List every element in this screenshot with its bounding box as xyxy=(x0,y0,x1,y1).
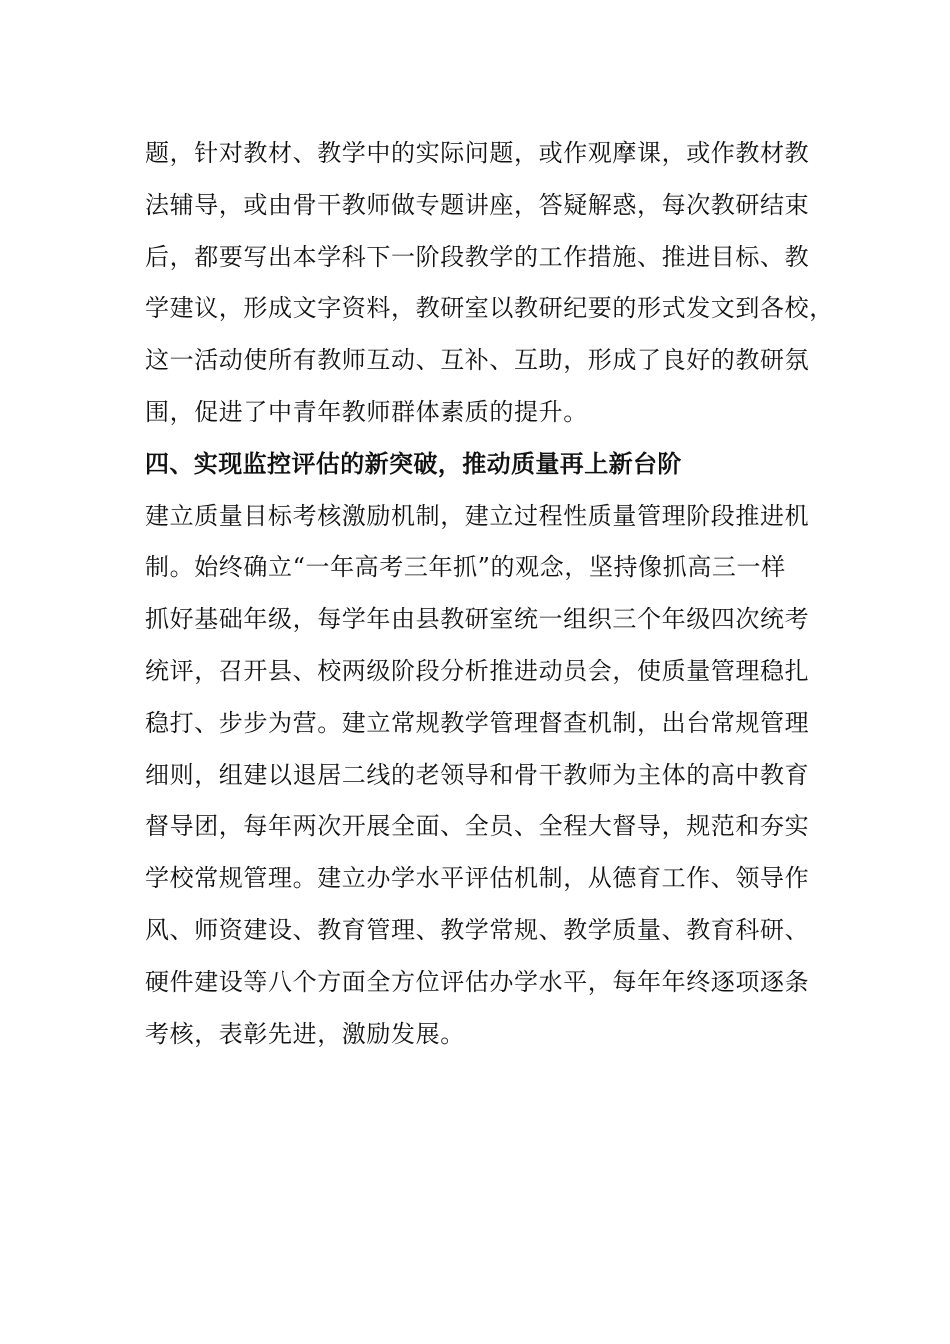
paragraph-line: 制。始终确立“一年高考三年抓”的观念，坚持像抓高三一样 xyxy=(145,553,786,582)
paragraph-line: 抓好基础年级，每学年由县教研室统一组织三个年级四次统考 xyxy=(145,605,810,634)
paragraph-line: 学校常规管理。建立办学水平评估机制，从德育工作、领导作 xyxy=(145,864,810,893)
paragraph-line: 风、师资建设、教育管理、教学常规、教学质量、教育科研、 xyxy=(145,915,810,944)
paragraph-line: 稳打、步步为营。建立常规教学管理督查机制，出台常规管理 xyxy=(145,708,810,737)
paragraph-line: 围，促进了中青年教师群体素质的提升。 xyxy=(145,397,588,426)
document-body xyxy=(145,128,834,1060)
paragraph-line: 法辅导，或由骨干教师做专题讲座，答疑解惑，每次教研结束 xyxy=(145,190,810,219)
paragraph-line: 题，针对教材、教学中的实际问题，或作观摩课，或作教材教 xyxy=(145,139,810,167)
paragraph-line: 学建议，形成文字资料，教研室以教研纪要的形式发文到各校， xyxy=(145,294,834,323)
paragraph-line: 建立质量目标考核激励机制，建立过程性质量管理阶段推进机 xyxy=(145,501,810,530)
paragraph-line: 考核，表彰先进，激励发展。 xyxy=(145,1019,465,1048)
paragraph-line: 督导团，每年两次开展全面、全员、全程大督导，规范和夯实 xyxy=(145,812,810,841)
paragraph-line: 统评，召开县、校两级阶段分析推进动员会，使质量管理稳扎 xyxy=(145,656,810,685)
paragraph-2 xyxy=(145,491,810,1061)
section-heading: 四、实现监控评估的新突破，推动质量再上新台阶 xyxy=(145,449,682,478)
paragraph-line: 硬件建设等八个方面全方位评估办学水平，每年年终逐项逐条 xyxy=(145,967,810,996)
paragraph-line: 后，都要写出本学科下一阶段教学的工作措施、推进目标、教 xyxy=(145,242,810,271)
paragraph-line: 细则，组建以退居二线的老领导和骨干教师为主体的高中教育 xyxy=(145,760,810,789)
paragraph-line: 这一活动使所有教师互动、互补、互助，形成了良好的教研氛 xyxy=(145,346,810,375)
paragraph-1 xyxy=(145,128,834,439)
